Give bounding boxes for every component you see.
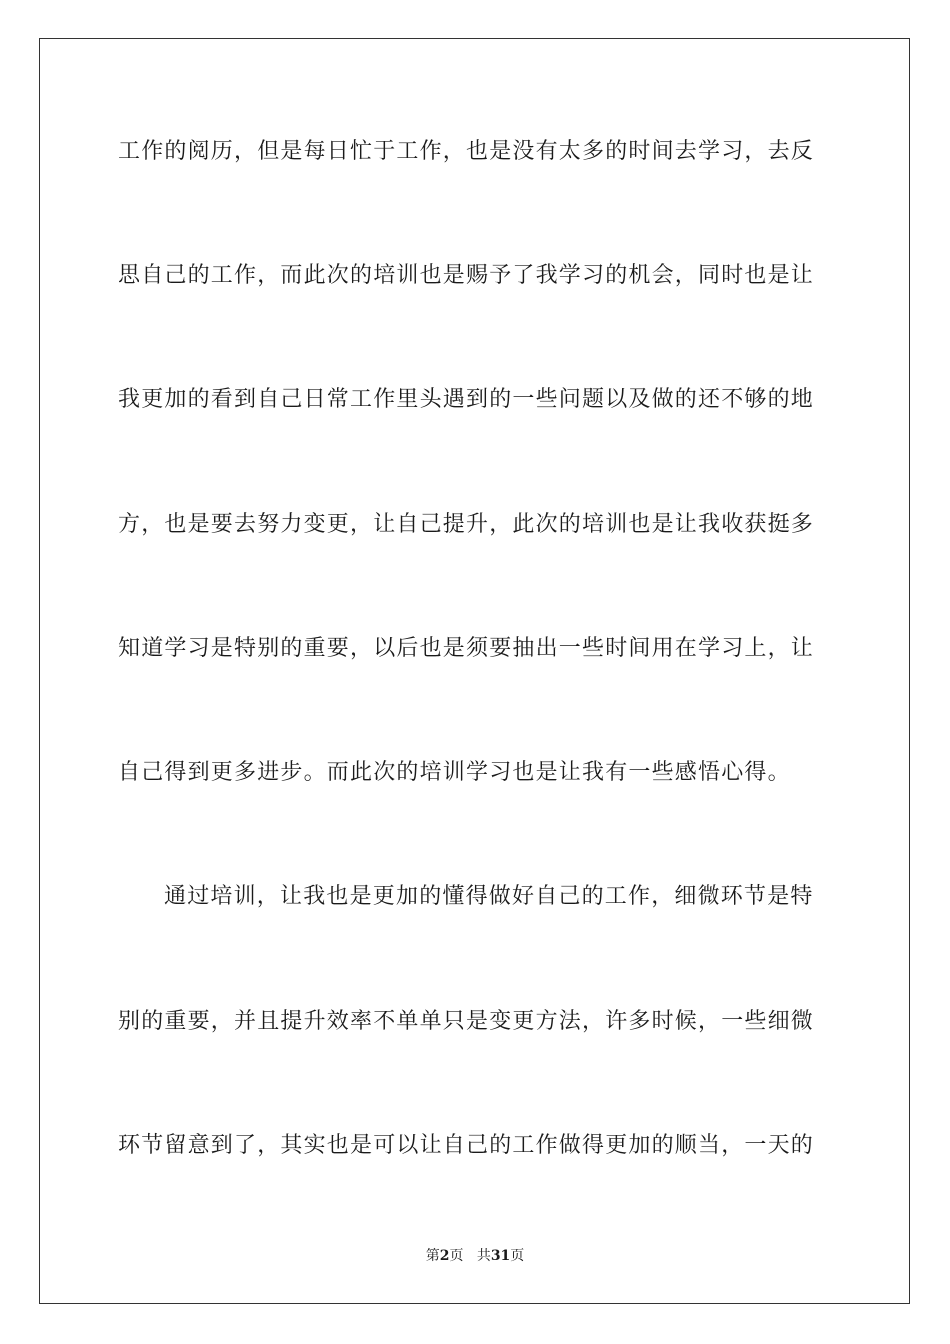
page-prefix: 第 xyxy=(425,1248,440,1264)
page-suffix: 页 xyxy=(449,1248,464,1264)
body-text-line: 知道学习是特别的重要，以后也是须要抽出一些时间用在学习上，让 xyxy=(118,636,815,661)
paragraph-first-line: 通过培训，让我也是更加的懂得做好自己的工作，细微环节是特 xyxy=(164,884,814,909)
page-number: 2 xyxy=(439,1248,450,1264)
body-text-line: 思自己的工作，而此次的培训也是赐予了我学习的机会，同时也是让 xyxy=(118,263,815,288)
total-prefix: 共 xyxy=(476,1248,491,1264)
total-pages: 31 xyxy=(490,1248,511,1264)
total-suffix: 页 xyxy=(510,1248,525,1264)
body-text-line: 环节留意到了，其实也是可以让自己的工作做得更加的顺当，一天的 xyxy=(118,1133,815,1158)
body-text-line: 别的重要，并且提升效率不单单只是变更方法，许多时候，一些细微 xyxy=(118,1009,815,1034)
page-footer xyxy=(0,1247,950,1265)
body-text-line: 我更加的看到自己日常工作里头遇到的一些问题以及做的还不够的地 xyxy=(118,387,815,412)
body-text-line: 自己得到更多进步。而此次的培训学习也是让我有一些感悟心得。 xyxy=(118,760,791,785)
body-text-line: 方，也是要去努力变更，让自己提升，此次的培训也是让我收获挺多 xyxy=(118,512,815,537)
body-text-line: 工作的阅历，但是每日忙于工作，也是没有太多的时间去学习，去反 xyxy=(118,139,815,164)
page-border xyxy=(39,38,910,1304)
